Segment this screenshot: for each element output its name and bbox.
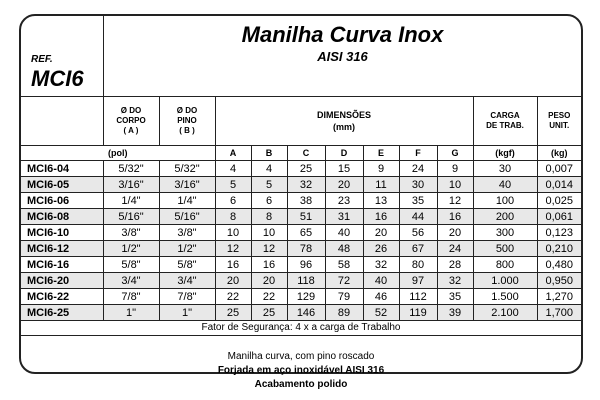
cell-dim-d: 72 (325, 273, 363, 289)
cell-dim-d: 58 (325, 257, 363, 273)
product-notes (21, 336, 581, 392)
dim-col-b: B (251, 146, 287, 161)
cell-dim-f: 119 (399, 305, 437, 321)
header-dimensoes-unit: (mm) (333, 122, 355, 132)
table-row (21, 225, 581, 241)
cell-dim-e: 16 (363, 209, 399, 225)
cell-dim-f: 30 (399, 177, 437, 193)
cell-dim-b: 20 (251, 273, 287, 289)
cell-pino: 7/8" (159, 289, 215, 305)
cell-carga: 1.000 (473, 273, 537, 289)
unit-kgf: (kgf) (473, 146, 537, 161)
cell-dim-b: 8 (251, 209, 287, 225)
cell-code: MCI6-08 (21, 209, 103, 225)
cell-dim-g: 9 (437, 161, 473, 177)
cell-dim-f: 112 (399, 289, 437, 305)
cell-peso: 0,480 (537, 257, 581, 273)
cell-peso: 1,270 (537, 289, 581, 305)
cell-corpo: 1/4" (103, 193, 159, 209)
cell-pino: 1/4" (159, 193, 215, 209)
cell-peso: 0,025 (537, 193, 581, 209)
ref-cell (21, 16, 104, 96)
cell-corpo: 5/8" (103, 257, 159, 273)
cell-pino: 5/16" (159, 209, 215, 225)
cell-carga: 500 (473, 241, 537, 257)
cell-dim-a: 25 (215, 305, 251, 321)
cell-dim-e: 13 (363, 193, 399, 209)
note-line-1: Manilha curva, com pino roscado (227, 351, 375, 362)
cell-dim-c: 38 (287, 193, 325, 209)
cell-dim-d: 79 (325, 289, 363, 305)
cell-dim-a: 16 (215, 257, 251, 273)
units-row (21, 146, 581, 161)
cell-dim-f: 97 (399, 273, 437, 289)
cell-dim-f: 35 (399, 193, 437, 209)
cell-dim-b: 5 (251, 177, 287, 193)
title-area (104, 16, 581, 96)
cell-dim-a: 22 (215, 289, 251, 305)
cell-dim-c: 118 (287, 273, 325, 289)
cell-carga: 200 (473, 209, 537, 225)
cell-peso: 0,061 (537, 209, 581, 225)
cell-dim-d: 40 (325, 225, 363, 241)
cell-code: MCI6-25 (21, 305, 103, 321)
dim-col-f: F (399, 146, 437, 161)
cell-dim-e: 40 (363, 273, 399, 289)
dim-col-e: E (363, 146, 399, 161)
note-line-3: Acabamento polido (254, 379, 348, 390)
product-subtitle: AISI 316 (317, 49, 368, 64)
header-carga: CARGA DE TRAB. (473, 97, 537, 146)
cell-dim-g: 12 (437, 193, 473, 209)
table-row (21, 305, 581, 321)
cell-code: MCI6-04 (21, 161, 103, 177)
cell-corpo: 5/16" (103, 209, 159, 225)
cell-dim-a: 20 (215, 273, 251, 289)
ref-code: MCI6 (31, 66, 84, 91)
cell-peso: 0,014 (537, 177, 581, 193)
cell-peso: 0,210 (537, 241, 581, 257)
cell-dim-b: 10 (251, 225, 287, 241)
safety-factor: Fator de Segurança: 4 x a carga de Trabalho (21, 321, 581, 336)
cell-dim-b: 25 (251, 305, 287, 321)
ref-label: REF. (31, 54, 53, 65)
cell-code: MCI6-12 (21, 241, 103, 257)
table-row (21, 289, 581, 305)
card-header (21, 16, 581, 97)
table-row (21, 257, 581, 273)
cell-dim-d: 23 (325, 193, 363, 209)
spec-table (21, 97, 581, 321)
header-pino: Ø DO PINO ( B ) (159, 97, 215, 146)
cell-corpo: 1/2" (103, 241, 159, 257)
cell-dim-g: 39 (437, 305, 473, 321)
cell-dim-g: 10 (437, 177, 473, 193)
cell-carga: 1.500 (473, 289, 537, 305)
cell-corpo: 3/8" (103, 225, 159, 241)
cell-dim-f: 24 (399, 161, 437, 177)
header-dimensoes-label: DIMENSÕES (316, 110, 371, 120)
cell-dim-a: 6 (215, 193, 251, 209)
spec-body (21, 161, 581, 321)
cell-code: MCI6-20 (21, 273, 103, 289)
cell-dim-c: 65 (287, 225, 325, 241)
cell-peso: 0,950 (537, 273, 581, 289)
cell-dim-d: 20 (325, 177, 363, 193)
dim-col-a: A (215, 146, 251, 161)
product-title: Manilha Curva Inox (241, 22, 444, 47)
cell-dim-d: 48 (325, 241, 363, 257)
header-row (21, 97, 581, 146)
cell-dim-b: 4 (251, 161, 287, 177)
cell-dim-c: 25 (287, 161, 325, 177)
cell-carga: 300 (473, 225, 537, 241)
cell-pino: 3/4" (159, 273, 215, 289)
cell-dim-e: 9 (363, 161, 399, 177)
cell-dim-c: 32 (287, 177, 325, 193)
cell-pino: 5/32" (159, 161, 215, 177)
unit-kg: (kg) (537, 146, 581, 161)
dim-col-g: G (437, 146, 473, 161)
cell-corpo: 3/4" (103, 273, 159, 289)
cell-pino: 1" (159, 305, 215, 321)
cell-code: MCI6-22 (21, 289, 103, 305)
cell-dim-g: 32 (437, 273, 473, 289)
cell-dim-a: 4 (215, 161, 251, 177)
cell-dim-b: 12 (251, 241, 287, 257)
cell-pino: 3/8" (159, 225, 215, 241)
cell-dim-g: 20 (437, 225, 473, 241)
cell-dim-c: 129 (287, 289, 325, 305)
cell-peso: 0,123 (537, 225, 581, 241)
cell-corpo: 1" (103, 305, 159, 321)
cell-code: MCI6-16 (21, 257, 103, 273)
header-corpo: Ø DO CORPO ( A ) (103, 97, 159, 146)
cell-pino: 5/8" (159, 257, 215, 273)
cell-dim-e: 20 (363, 225, 399, 241)
cell-dim-e: 46 (363, 289, 399, 305)
cell-peso: 1,700 (537, 305, 581, 321)
header-dimensoes (215, 97, 473, 146)
cell-dim-d: 89 (325, 305, 363, 321)
header-blank (21, 97, 103, 146)
table-row (21, 209, 581, 225)
cell-dim-f: 44 (399, 209, 437, 225)
cell-carga: 2.100 (473, 305, 537, 321)
cell-dim-e: 26 (363, 241, 399, 257)
dim-col-c: C (287, 146, 325, 161)
table-row (21, 193, 581, 209)
cell-dim-g: 16 (437, 209, 473, 225)
cell-code: MCI6-06 (21, 193, 103, 209)
cell-pino: 1/2" (159, 241, 215, 257)
cell-corpo: 3/16" (103, 177, 159, 193)
cell-dim-f: 67 (399, 241, 437, 257)
cell-dim-e: 32 (363, 257, 399, 273)
cell-corpo: 5/32" (103, 161, 159, 177)
cell-dim-a: 12 (215, 241, 251, 257)
cell-dim-e: 11 (363, 177, 399, 193)
unit-pol: (pol) (21, 146, 215, 161)
cell-code: MCI6-05 (21, 177, 103, 193)
cell-dim-b: 6 (251, 193, 287, 209)
cell-dim-f: 56 (399, 225, 437, 241)
cell-dim-d: 31 (325, 209, 363, 225)
spec-card (19, 14, 583, 390)
table-row (21, 241, 581, 257)
cell-dim-d: 15 (325, 161, 363, 177)
cell-dim-a: 8 (215, 209, 251, 225)
cell-dim-g: 28 (437, 257, 473, 273)
cell-carga: 100 (473, 193, 537, 209)
dim-col-d: D (325, 146, 363, 161)
cell-dim-e: 52 (363, 305, 399, 321)
cell-corpo: 7/8" (103, 289, 159, 305)
cell-dim-a: 10 (215, 225, 251, 241)
note-line-2: Forjada em aço inoxidável AISI 316 (217, 365, 385, 376)
cell-carga: 40 (473, 177, 537, 193)
cell-dim-g: 35 (437, 289, 473, 305)
cell-dim-b: 16 (251, 257, 287, 273)
cell-carga: 30 (473, 161, 537, 177)
cell-dim-c: 51 (287, 209, 325, 225)
cell-dim-a: 5 (215, 177, 251, 193)
table-row (21, 161, 581, 177)
cell-dim-f: 80 (399, 257, 437, 273)
header-peso: PESO UNIT. (537, 97, 581, 146)
cell-peso: 0,007 (537, 161, 581, 177)
table-row (21, 177, 581, 193)
cell-code: MCI6-10 (21, 225, 103, 241)
cell-dim-c: 96 (287, 257, 325, 273)
cell-carga: 800 (473, 257, 537, 273)
cell-dim-b: 22 (251, 289, 287, 305)
cell-dim-g: 24 (437, 241, 473, 257)
cell-dim-c: 78 (287, 241, 325, 257)
cell-pino: 3/16" (159, 177, 215, 193)
cell-dim-c: 146 (287, 305, 325, 321)
table-row (21, 273, 581, 289)
